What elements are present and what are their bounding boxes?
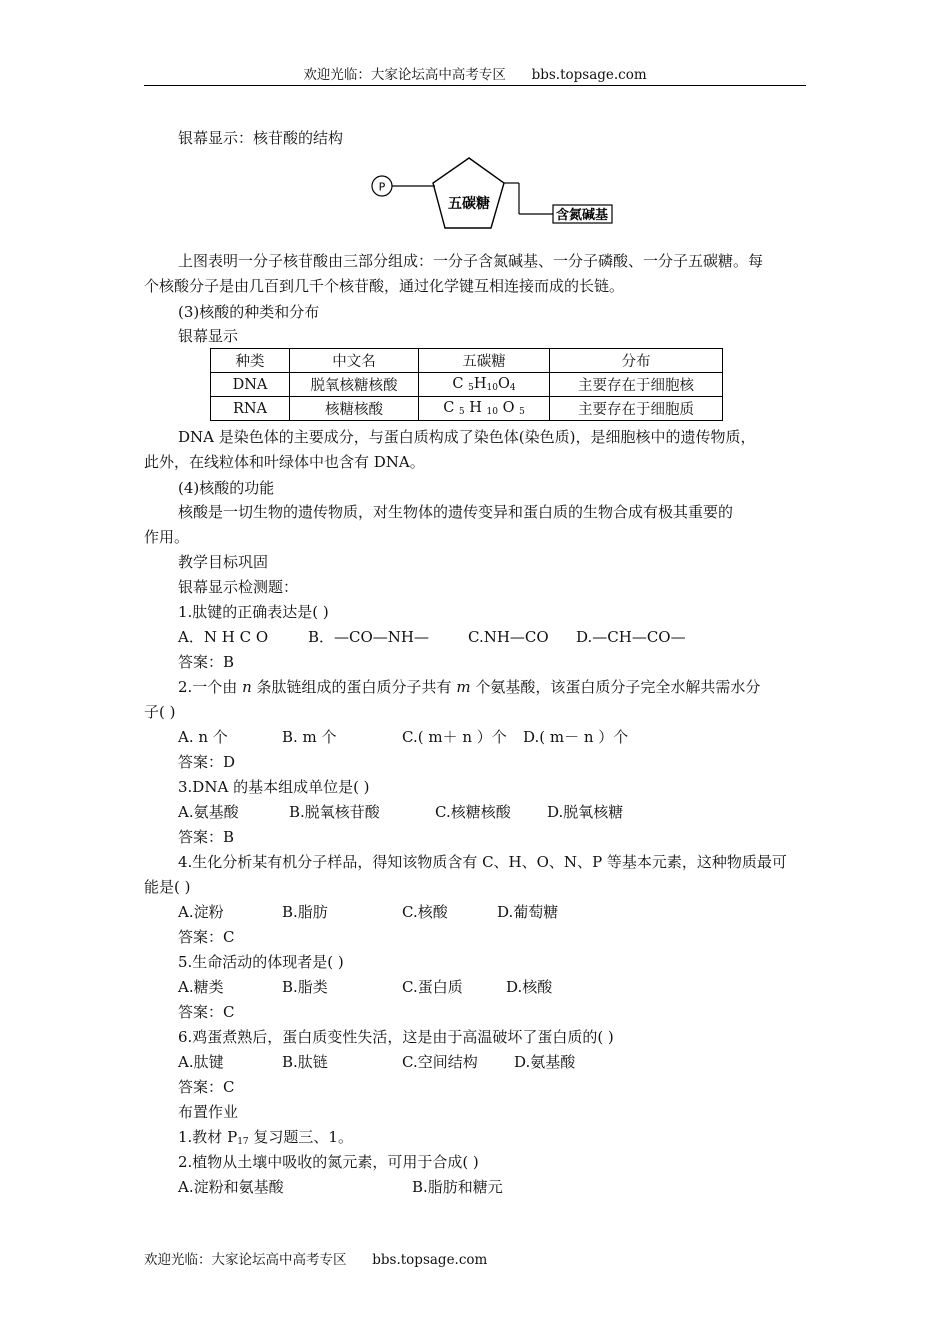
header-site-link[interactable]: bbs.topsage.com [531, 67, 647, 83]
section-heading-kinds: (3)核酸的种类和分布 [178, 303, 320, 321]
screen-caption-table: 银幕显示 [178, 327, 239, 345]
paragraph-line: DNA 是染色体的主要成分，与蛋白质构成了染色体(染色质)，是细胞核中的遗传物质， [178, 428, 756, 446]
section-heading-function: (4)核酸的功能 [178, 479, 275, 497]
paragraph-line: 能是( ) [144, 878, 191, 896]
question-6-stem: 6.鸡蛋煮熟后，蛋白质变性失活，这是由于高温破坏了蛋白质的( ) [178, 1028, 614, 1046]
pentose-pentagon [433, 158, 504, 228]
question-2-option-d: D.( m－ n ）个 [523, 728, 629, 746]
question-6-option-b: B.肽链 [282, 1053, 328, 1071]
question-4-option-c: C.核酸 [402, 903, 448, 921]
screen-caption-quiz: 银幕显示检测题： [178, 578, 299, 596]
question-5-answer: 答案：C [178, 1003, 235, 1021]
question-1-option-d: D.—CH—CO— [576, 628, 686, 646]
question-5-option-c: C.蛋白质 [402, 978, 463, 996]
homework-item-2-option-b: B.脂肪和糖元 [412, 1178, 503, 1196]
header-welcome: 欢迎光临：大家论坛高中高考专区 [303, 67, 506, 83]
question-6-option-c: C.空间结构 [402, 1053, 478, 1071]
homework-item-2: 2.植物从土壤中吸收的氮元素，可用于合成( ) [178, 1153, 479, 1171]
question-1-option-c: C.NH—CO [468, 628, 549, 646]
question-3-option-d: D.脱氧核糖 [547, 803, 624, 821]
table-header-cell: 中文名 [290, 349, 419, 373]
paragraph-line: 子( ) [144, 703, 176, 721]
paragraph-nucleotide [144, 249, 806, 299]
table-cell-distribution: 主要存在于细胞质 [550, 397, 723, 421]
question-4-option-a: A.淀粉 [178, 903, 224, 921]
paragraph-line: 核酸是一切生物的遗传物质，对生物体的遗传变异和蛋白质的生物合成有极其重要的 [178, 503, 734, 521]
table-cell-sugar: C $_5$ H $_{10}$ O $_5$ [419, 397, 550, 421]
question-2-answer: 答案：D [178, 753, 236, 771]
table-row [211, 373, 723, 397]
question-6-option-d: D.氨基酸 [514, 1053, 576, 1071]
question-3-option-a: A.氨基酸 [178, 803, 239, 821]
table-header-cell: 分布 [550, 349, 723, 373]
question-4-option-b: B.脂肪 [282, 903, 328, 921]
question-3-stem: 3.DNA 的基本组成单位是( ) [178, 778, 370, 796]
question-1-answer: 答案：B [178, 653, 235, 671]
base-label: 含氮碱基 [555, 208, 609, 223]
pentose-label: 五碳糖 [448, 196, 490, 212]
question-2-option-a: A. n 个 [178, 728, 228, 746]
question-1-option-b: B．—CO—NH— [308, 628, 430, 646]
question-4-stem [144, 850, 806, 900]
phosphate-label: P [378, 180, 386, 194]
question-2-option-b: B. m 个 [282, 728, 337, 746]
table-cell-sugar: C $_5H_{10}O_4$ [419, 373, 550, 397]
table-row [211, 397, 723, 421]
footer-welcome: 欢迎光临：大家论坛高中高考专区 [144, 1252, 347, 1268]
question-3-option-b: B.脱氧核苷酸 [289, 803, 380, 821]
paragraph-line: 个核酸分子是由几百到几千个核苷酸，通过化学键互相连接而成的长链。 [144, 277, 625, 295]
page-footer [144, 1248, 487, 1268]
question-5-option-b: B.脂类 [282, 978, 328, 996]
screen-caption-structure: 银幕显示：核苷酸的结构 [178, 129, 344, 147]
question-5-option-a: A.糖类 [178, 978, 224, 996]
paragraph-line: 此外，在线粒体和叶绿体中也含有 DNA。 [144, 453, 425, 471]
homework-item-1: 1.教材 $P_{17}$ 复习题三、1。 [178, 1128, 353, 1147]
question-6-option-a: A.肽键 [178, 1053, 224, 1071]
page-header [144, 66, 806, 84]
nucleotide-diagram [365, 150, 625, 240]
homework-item-2-option-a: A.淀粉和氨基酸 [178, 1178, 284, 1196]
question-2-stem: 2.一个由 n 条肽链组成的蛋白质分子共有 m 个氨基酸，该蛋白质分子完全水解共需水分 子( ) [144, 675, 806, 725]
question-5-stem: 5.生命活动的体现者是( ) [178, 953, 344, 971]
question-3-option-c: C.核糖核酸 [435, 803, 511, 821]
table-header-cell: 种类 [211, 349, 290, 373]
table-header-row [211, 349, 723, 373]
paragraph-dna [144, 425, 806, 475]
section-heading-goal: 教学目标巩固 [178, 553, 269, 571]
question-4-answer: 答案：C [178, 928, 235, 946]
question-1-stem: 1.肽键的正确表达是( ) [178, 603, 329, 621]
paragraph-function [144, 500, 806, 550]
section-heading-homework: 布置作业 [178, 1103, 239, 1121]
paragraph-line: 上图表明一分子核苷酸由三部分组成：一分子含氮碱基、一分子磷酸、一分子五碳糖。每 [178, 252, 764, 270]
table-header-cell: 五碳糖 [419, 349, 550, 373]
paragraph-line: 作用。 [144, 528, 190, 546]
table-cell-kind: DNA [211, 373, 290, 397]
question-1-option-a: A．N H C O [178, 628, 269, 646]
table-cell-distribution: 主要存在于细胞核 [550, 373, 723, 397]
question-3-answer: 答案：B [178, 828, 235, 846]
question-2-option-c: C.( m＋ n ）个 [402, 728, 507, 746]
table-cell-kind: RNA [211, 397, 290, 421]
table-cell-name: 脱氧核糖核酸 [290, 373, 419, 397]
question-6-answer: 答案：C [178, 1078, 235, 1096]
header-rule [144, 85, 806, 86]
table-cell-name: 核糖核酸 [290, 397, 419, 421]
question-4-option-d: D.葡萄糖 [497, 903, 559, 921]
footer-site-link[interactable]: bbs.topsage.com [372, 1252, 488, 1268]
nucleic-acid-table [210, 348, 723, 421]
paragraph-line: 4.生化分析某有机分子样品，得知该物质含有 C、H、O、N、P 等基本元素，这种物质最可 [178, 853, 787, 871]
question-5-option-d: D.核酸 [506, 978, 553, 996]
